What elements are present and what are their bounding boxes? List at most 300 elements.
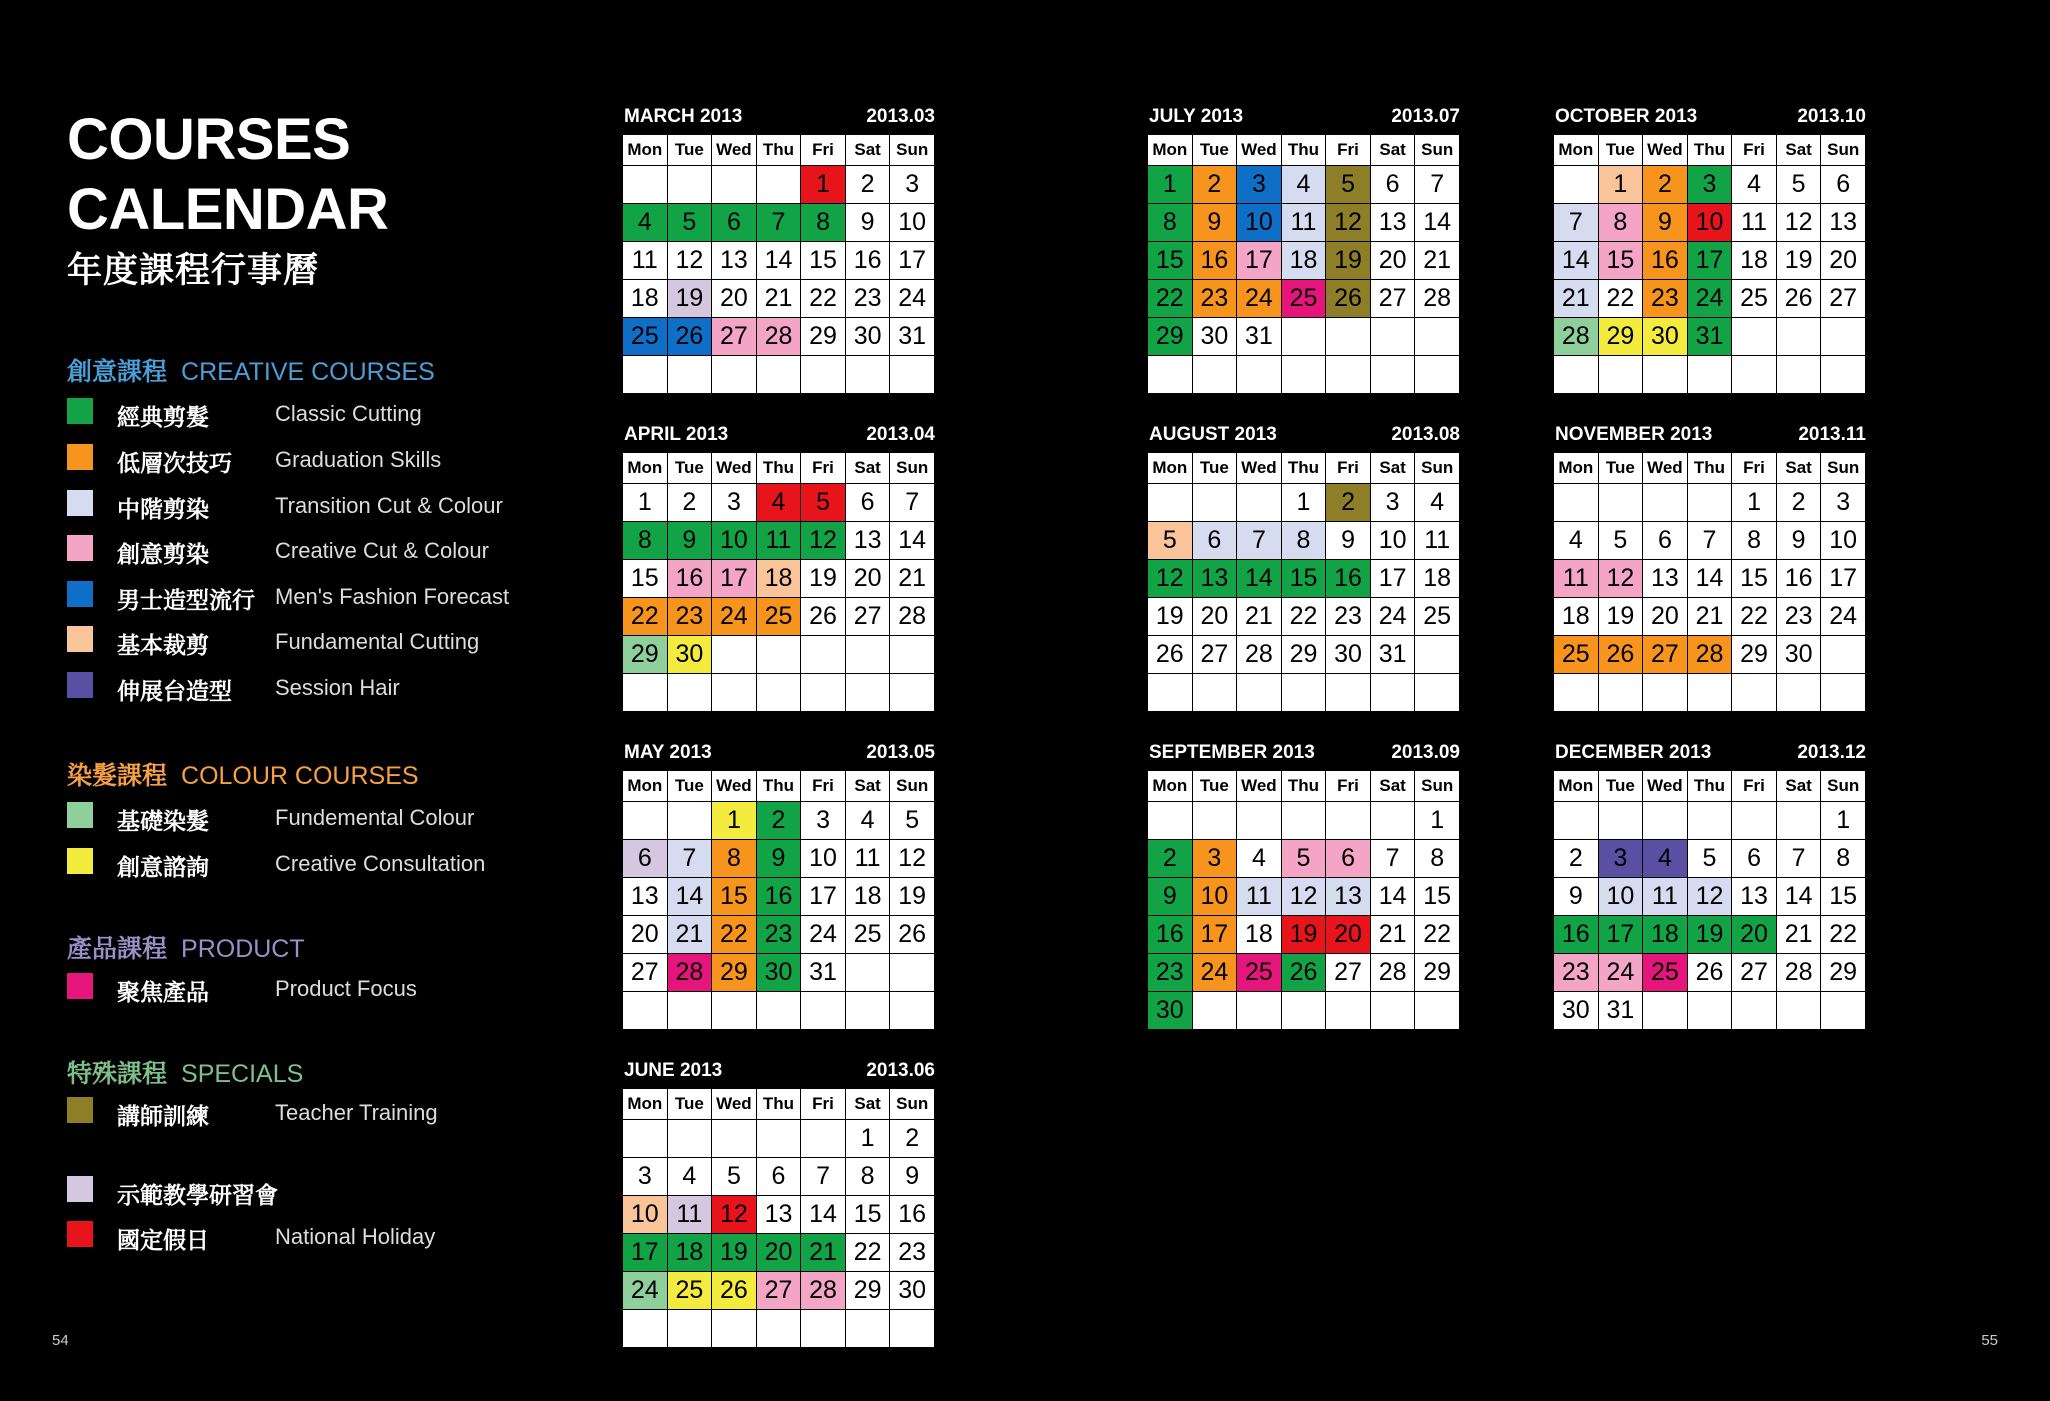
color-swatch: [67, 802, 93, 828]
day-cell: 26: [1326, 280, 1371, 318]
section-product: [67, 929, 305, 965]
empty-cell: [1326, 318, 1371, 356]
page-title-zh: 年度課程行事曆: [67, 251, 320, 290]
empty-cell: [623, 356, 668, 394]
page-number-right: 55: [1981, 1332, 1998, 1349]
day-cell: 26: [1148, 636, 1193, 674]
day-cell: 22: [1415, 916, 1460, 954]
legend-en: Transition Cut & Colour: [275, 493, 503, 518]
day-cell: 27: [1643, 636, 1688, 674]
day-cell: 25: [1237, 954, 1282, 992]
day-cell: 6: [712, 204, 757, 242]
empty-cell: [1554, 674, 1599, 712]
day-cell: 3: [1192, 840, 1237, 878]
day-cell: 4: [1237, 840, 1282, 878]
day-cell: 16: [667, 560, 712, 598]
day-cell: 24: [890, 280, 935, 318]
empty-cell: [1326, 674, 1371, 712]
month-name: MARCH 2013: [624, 106, 743, 127]
empty-cell: [1148, 484, 1193, 522]
empty-cell: [845, 356, 890, 394]
week-row: [623, 522, 935, 560]
day-cell: 19: [890, 878, 935, 916]
day-cell: 24: [623, 1272, 668, 1310]
empty-cell: [1821, 356, 1866, 394]
day-cell: 28: [1554, 318, 1599, 356]
empty-cell: [1281, 318, 1326, 356]
weekday-header: Thu: [1281, 453, 1326, 484]
empty-cell: [1370, 356, 1415, 394]
day-cell: 12: [1776, 204, 1821, 242]
day-cell: 31: [890, 318, 935, 356]
weekday-header: Fri: [1326, 771, 1371, 802]
day-cell: 22: [712, 916, 757, 954]
week-row: [623, 204, 935, 242]
week-row: [1148, 636, 1460, 674]
day-cell: 21: [890, 560, 935, 598]
day-cell: 26: [1776, 280, 1821, 318]
legend-en: Fundemental Colour: [275, 805, 475, 830]
day-cell: 5: [712, 1158, 757, 1196]
day-cell: 27: [1821, 280, 1866, 318]
day-cell: 27: [1732, 954, 1777, 992]
day-cell: 15: [712, 878, 757, 916]
week-row: [1148, 242, 1460, 280]
day-cell: 29: [1732, 636, 1777, 674]
week-row: [623, 318, 935, 356]
empty-cell: [1415, 318, 1460, 356]
legend-zh: 示範教學研習會: [117, 1182, 278, 1208]
day-cell: 27: [623, 954, 668, 992]
month-calendar: [1147, 418, 1460, 712]
day-cell: 10: [1237, 204, 1282, 242]
weekday-header: Mon: [623, 771, 668, 802]
day-cell: 30: [1148, 992, 1193, 1030]
month-header: [622, 100, 935, 134]
month-header: [1553, 418, 1866, 452]
week-row: [1148, 992, 1460, 1030]
week-row: [1554, 954, 1866, 992]
weekday-header: Thu: [1281, 135, 1326, 166]
day-cell: 21: [667, 916, 712, 954]
week-row: [1148, 166, 1460, 204]
weekday-header: Tue: [667, 453, 712, 484]
day-cell: 20: [756, 1234, 801, 1272]
legend-en: Classic Cutting: [275, 401, 422, 426]
day-cell: 13: [1821, 204, 1866, 242]
day-cell: 5: [801, 484, 846, 522]
day-cell: 17: [1192, 916, 1237, 954]
weekday-header: Sun: [1415, 771, 1460, 802]
day-cell: 17: [801, 878, 846, 916]
weekday-header: Wed: [712, 771, 757, 802]
legend-en: Men's Fashion Forecast: [275, 584, 510, 609]
empty-cell: [801, 674, 846, 712]
day-cell: 15: [1148, 242, 1193, 280]
day-cell: 8: [712, 840, 757, 878]
day-cell: 7: [1554, 204, 1599, 242]
empty-cell: [890, 674, 935, 712]
day-cell: 14: [1415, 204, 1460, 242]
weekday-header: Mon: [1148, 453, 1193, 484]
empty-cell: [1732, 802, 1777, 840]
empty-cell: [1598, 484, 1643, 522]
calendar-grid: [622, 134, 935, 394]
weekday-header: Fri: [801, 771, 846, 802]
day-cell: 11: [756, 522, 801, 560]
page-number-left: 54: [52, 1332, 69, 1349]
day-cell: 5: [1598, 522, 1643, 560]
empty-cell: [1370, 674, 1415, 712]
empty-cell: [756, 1310, 801, 1348]
week-row: [623, 1272, 935, 1310]
weekday-header: Thu: [756, 453, 801, 484]
empty-cell: [1643, 356, 1688, 394]
section-en: PRODUCT: [181, 935, 305, 963]
empty-cell: [1237, 802, 1282, 840]
weekday-header: Fri: [1326, 453, 1371, 484]
day-cell: 28: [1687, 636, 1732, 674]
day-cell: 10: [1598, 878, 1643, 916]
week-row: [1148, 916, 1460, 954]
weekday-header: Wed: [712, 453, 757, 484]
day-cell: 18: [1732, 242, 1777, 280]
day-cell: 18: [1415, 560, 1460, 598]
empty-cell: [845, 674, 890, 712]
day-cell: 18: [667, 1234, 712, 1272]
day-cell: 2: [845, 166, 890, 204]
day-cell: 10: [712, 522, 757, 560]
empty-cell: [1776, 356, 1821, 394]
week-row: [1148, 484, 1460, 522]
legend-zh: 低層次技巧: [117, 450, 232, 476]
empty-cell: [845, 636, 890, 674]
day-cell: 10: [1370, 522, 1415, 560]
legend-zh: 基礎染髮: [117, 808, 209, 834]
empty-cell: [1192, 484, 1237, 522]
day-cell: 27: [1192, 636, 1237, 674]
day-cell: 30: [890, 1272, 935, 1310]
legend-en: Session Hair: [275, 675, 400, 700]
day-cell: 24: [1237, 280, 1282, 318]
weekday-header: Tue: [1598, 135, 1643, 166]
weekday-header: Fri: [1326, 135, 1371, 166]
weekday-header: Thu: [1281, 771, 1326, 802]
empty-cell: [667, 802, 712, 840]
week-row: [623, 674, 935, 712]
day-cell: 22: [623, 598, 668, 636]
day-cell: 14: [667, 878, 712, 916]
day-cell: 28: [1237, 636, 1282, 674]
day-cell: 9: [1326, 522, 1371, 560]
weekday-header: Sun: [1821, 135, 1866, 166]
day-cell: 18: [756, 560, 801, 598]
legend-zh: 伸展台造型: [117, 678, 232, 704]
weekday-header: Sun: [890, 1089, 935, 1120]
week-row: [1148, 318, 1460, 356]
day-cell: 2: [1326, 484, 1371, 522]
day-cell: 6: [1192, 522, 1237, 560]
empty-cell: [712, 636, 757, 674]
day-cell: 12: [1281, 878, 1326, 916]
day-cell: 29: [623, 636, 668, 674]
day-cell: 31: [801, 954, 846, 992]
day-cell: 6: [1643, 522, 1688, 560]
week-row: [623, 1120, 935, 1158]
month-calendar: [622, 736, 935, 1030]
week-row: [1148, 204, 1460, 242]
day-cell: 23: [667, 598, 712, 636]
weekday-header: Mon: [1554, 135, 1599, 166]
day-cell: 21: [1687, 598, 1732, 636]
legend-en: Fundamental Cutting: [275, 629, 480, 654]
weekday-header: Wed: [1237, 453, 1282, 484]
week-row: [623, 484, 935, 522]
empty-cell: [1821, 992, 1866, 1030]
calendar-grid: [1553, 134, 1866, 394]
day-cell: 10: [1192, 878, 1237, 916]
weekday-header: Fri: [801, 1089, 846, 1120]
day-cell: 8: [845, 1158, 890, 1196]
empty-cell: [667, 1310, 712, 1348]
day-cell: 18: [1643, 916, 1688, 954]
day-cell: 20: [623, 916, 668, 954]
weekday-header: Tue: [1598, 453, 1643, 484]
section-zh: 產品課程: [67, 935, 168, 963]
month-header: [1147, 100, 1460, 134]
day-cell: 4: [1643, 840, 1688, 878]
weekday-header: Fri: [1732, 771, 1777, 802]
weekday-header: Wed: [1643, 135, 1688, 166]
empty-cell: [1281, 802, 1326, 840]
weekday-header: Wed: [1237, 135, 1282, 166]
weekday-header: Fri: [801, 135, 846, 166]
legend-en: Product Focus: [275, 976, 417, 1001]
day-cell: 26: [712, 1272, 757, 1310]
weekday-header: Thu: [756, 135, 801, 166]
day-cell: 26: [890, 916, 935, 954]
weekday-header: Tue: [667, 1089, 712, 1120]
day-cell: 22: [845, 1234, 890, 1272]
week-row: [1554, 280, 1866, 318]
legend-zh: 中階剪染: [117, 496, 209, 522]
empty-cell: [801, 992, 846, 1030]
day-cell: 16: [1148, 916, 1193, 954]
day-cell: 22: [1732, 598, 1777, 636]
empty-cell: [1370, 802, 1415, 840]
weekday-header: Sat: [845, 453, 890, 484]
day-cell: 25: [1281, 280, 1326, 318]
day-cell: 25: [1643, 954, 1688, 992]
day-cell: 23: [1643, 280, 1688, 318]
month-code: 2013.11: [1798, 424, 1866, 445]
month-code: 2013.06: [866, 1060, 935, 1081]
weekday-header: Wed: [712, 135, 757, 166]
empty-cell: [1554, 802, 1599, 840]
day-cell: 19: [1148, 598, 1193, 636]
day-cell: 19: [1281, 916, 1326, 954]
month-code: 2013.12: [1797, 742, 1866, 763]
empty-cell: [890, 992, 935, 1030]
day-cell: 14: [1776, 878, 1821, 916]
title-line-1: COURSES: [67, 107, 351, 172]
legend-zh: 男士造型流行: [117, 587, 255, 613]
empty-cell: [756, 636, 801, 674]
month-calendar: [1553, 418, 1866, 712]
week-row: [623, 840, 935, 878]
weekday-header: Sat: [845, 1089, 890, 1120]
week-row: [1148, 598, 1460, 636]
empty-cell: [1237, 674, 1282, 712]
day-cell: 12: [1148, 560, 1193, 598]
day-cell: 25: [1554, 636, 1599, 674]
month-header: [1147, 736, 1460, 770]
month-header: [622, 736, 935, 770]
day-cell: 3: [890, 166, 935, 204]
day-cell: 22: [1821, 916, 1866, 954]
weekday-header: Sat: [1370, 453, 1415, 484]
calendar-grid: [1553, 452, 1866, 712]
month-name: JULY 2013: [1149, 106, 1244, 127]
day-cell: 4: [756, 484, 801, 522]
empty-cell: [712, 1120, 757, 1158]
weekday-header: Mon: [1148, 771, 1193, 802]
day-cell: 19: [712, 1234, 757, 1272]
month-name: NOVEMBER 2013: [1555, 424, 1713, 445]
day-cell: 11: [1281, 204, 1326, 242]
empty-cell: [667, 992, 712, 1030]
day-cell: 4: [1281, 166, 1326, 204]
month-name: OCTOBER 2013: [1555, 106, 1698, 127]
day-cell: 29: [1148, 318, 1193, 356]
empty-cell: [801, 636, 846, 674]
day-cell: 14: [1687, 560, 1732, 598]
week-row: [623, 916, 935, 954]
color-swatch: [67, 1097, 93, 1123]
empty-cell: [1776, 992, 1821, 1030]
day-cell: 14: [801, 1196, 846, 1234]
week-row: [1148, 840, 1460, 878]
empty-cell: [845, 1310, 890, 1348]
day-cell: 13: [1326, 878, 1371, 916]
month-code: 2013.03: [866, 106, 935, 127]
empty-cell: [1732, 992, 1777, 1030]
legend-zh: 創意剪染: [117, 541, 209, 567]
day-cell: 20: [712, 280, 757, 318]
month-name: MAY 2013: [624, 742, 712, 763]
empty-cell: [623, 992, 668, 1030]
week-row: [1554, 560, 1866, 598]
empty-cell: [1643, 992, 1688, 1030]
day-cell: 8: [801, 204, 846, 242]
day-cell: 4: [623, 204, 668, 242]
day-cell: 30: [1192, 318, 1237, 356]
empty-cell: [1415, 356, 1460, 394]
legend-en: Creative Consultation: [275, 851, 486, 876]
day-cell: 17: [712, 560, 757, 598]
weekday-header: Tue: [1192, 135, 1237, 166]
day-cell: 5: [1326, 166, 1371, 204]
day-cell: 28: [756, 318, 801, 356]
week-row: [1554, 484, 1866, 522]
weekday-header: Mon: [1554, 453, 1599, 484]
week-row: [1554, 636, 1866, 674]
month-header: [1553, 736, 1866, 770]
section-zh: 染髮課程: [67, 762, 168, 790]
calendar-grid: [622, 452, 935, 712]
day-cell: 27: [756, 1272, 801, 1310]
day-cell: 1: [845, 1120, 890, 1158]
day-cell: 20: [1370, 242, 1415, 280]
empty-cell: [1192, 802, 1237, 840]
day-cell: 27: [1326, 954, 1371, 992]
day-cell: 11: [1415, 522, 1460, 560]
day-cell: 30: [1776, 636, 1821, 674]
week-row: [623, 802, 935, 840]
legend-zh: 國定假日: [117, 1227, 209, 1253]
day-cell: 3: [1370, 484, 1415, 522]
day-cell: 9: [845, 204, 890, 242]
empty-cell: [756, 992, 801, 1030]
weekday-header: Sun: [890, 771, 935, 802]
day-cell: 3: [623, 1158, 668, 1196]
day-cell: 10: [801, 840, 846, 878]
section-en: SPECIALS: [181, 1060, 304, 1088]
empty-cell: [1192, 674, 1237, 712]
month-code: 2013.07: [1391, 106, 1460, 127]
day-cell: 7: [890, 484, 935, 522]
day-cell: 7: [667, 840, 712, 878]
month-calendar: [622, 1054, 935, 1348]
day-cell: 10: [1687, 204, 1732, 242]
day-cell: 13: [845, 522, 890, 560]
day-cell: 6: [1732, 840, 1777, 878]
empty-cell: [667, 674, 712, 712]
day-cell: 20: [1732, 916, 1777, 954]
day-cell: 22: [1148, 280, 1193, 318]
empty-cell: [1192, 992, 1237, 1030]
color-swatch: [67, 581, 93, 607]
weekday-header: Mon: [623, 135, 668, 166]
day-cell: 9: [1192, 204, 1237, 242]
month-name: APRIL 2013: [624, 424, 729, 445]
empty-cell: [845, 992, 890, 1030]
day-cell: 31: [1598, 992, 1643, 1030]
week-row: [623, 992, 935, 1030]
weekday-header: Sat: [1776, 771, 1821, 802]
weekday-header: Sat: [1776, 453, 1821, 484]
month-header: [1553, 100, 1866, 134]
color-swatch: [67, 973, 93, 999]
day-cell: 17: [890, 242, 935, 280]
color-swatch: [67, 1221, 93, 1247]
day-cell: 8: [1598, 204, 1643, 242]
day-cell: 1: [1148, 166, 1193, 204]
day-cell: 12: [1687, 878, 1732, 916]
day-cell: 3: [712, 484, 757, 522]
day-cell: 1: [801, 166, 846, 204]
empty-cell: [1821, 636, 1866, 674]
section-colour-courses: [67, 756, 419, 792]
empty-cell: [1687, 674, 1732, 712]
day-cell: 15: [1598, 242, 1643, 280]
day-cell: 15: [1732, 560, 1777, 598]
day-cell: 30: [667, 636, 712, 674]
empty-cell: [756, 166, 801, 204]
empty-cell: [1192, 356, 1237, 394]
day-cell: 30: [1326, 636, 1371, 674]
day-cell: 2: [890, 1120, 935, 1158]
